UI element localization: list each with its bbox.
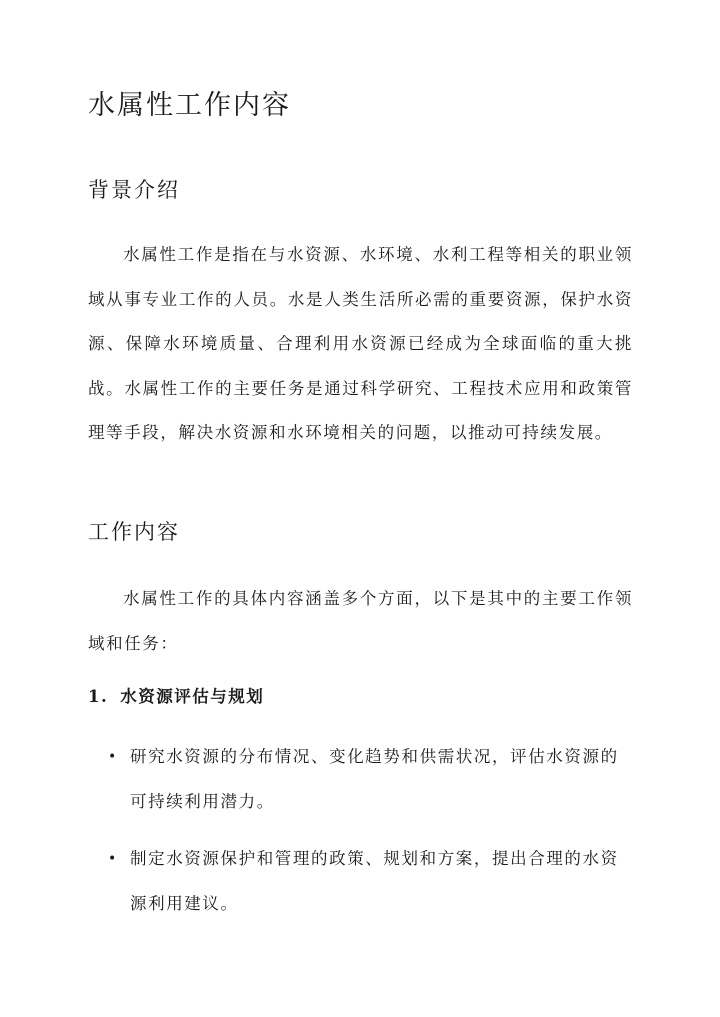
list-item-text: 制定水资源保护和管理的政策、规划和方案，提出合理的水资源利用建议。 [130, 849, 619, 913]
subsection-heading [88, 683, 264, 711]
list-item-text: 研究水资源的分布情况、变化趋势和供需状况，评估水资源的可持续利用潜力。 [130, 747, 619, 811]
subsection-number: 1. [88, 687, 109, 706]
work-content-paragraph: 水属性工作的具体内容涵盖多个方面，以下是其中的主要工作领域和任务： [88, 589, 633, 653]
bullet-icon: • [108, 749, 118, 765]
bullet-icon: • [108, 851, 118, 867]
page-title: 水属性工作内容 [88, 90, 291, 121]
list-item [100, 735, 633, 824]
list-item [100, 837, 633, 926]
bullet-list [100, 735, 633, 939]
background-paragraph: 水属性工作是指在与水资源、水环境、水利工程等相关的职业领域从事专业工作的人员。水是人类生活所必需的重要资源，保护水资源、保障水环境质量、合理利用水资源已经成为全球面临的重大挑战。水属性工作的主要任务是通过科学研究、工程技术应用和政策管理等手段，解决水资源和水环境相关的问题，以推动可持续发展。 [88, 245, 633, 442]
section-heading-work-content: 工作内容 [88, 520, 180, 544]
section-heading-background: 背景介绍 [88, 178, 180, 202]
subsection-title: 水资源评估与规划 [120, 687, 265, 706]
